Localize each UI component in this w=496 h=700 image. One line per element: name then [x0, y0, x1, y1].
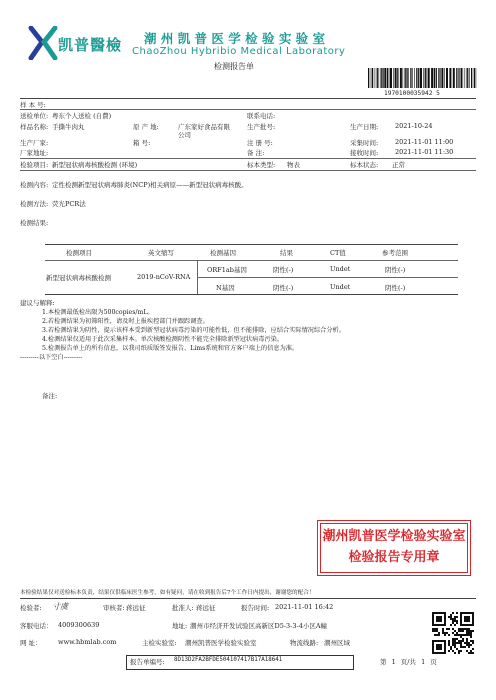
blank-end-line: ---------以下空白--------- [20, 354, 83, 361]
prod-date-value: 2021-10-24 [395, 122, 433, 130]
prod-date-label: 生产日期: [350, 123, 379, 131]
qr-module [452, 644, 454, 646]
qr-module [462, 646, 464, 648]
qr-module [464, 628, 466, 630]
tester-label: 检验者: [20, 604, 42, 612]
table-row-ref: 阴性(-) [385, 284, 406, 292]
sample-type-label: 标本类型: [247, 161, 276, 169]
report-time-value: 2021-11-01 16:42 [275, 603, 334, 611]
sample-name-label: 样品名称: [20, 123, 49, 131]
page-total: 1 [421, 658, 426, 666]
qr-code [432, 612, 474, 654]
barcode-bar [400, 68, 402, 88]
qr-module [448, 628, 450, 630]
qr-module [436, 628, 438, 630]
barcode-bar [469, 68, 470, 88]
table-row-ct: Undet [330, 283, 351, 291]
barcode-bar [390, 68, 392, 88]
barcode-bar [387, 68, 388, 88]
logo-text: 凯普醫檢 [58, 36, 123, 54]
stamp-line-2: 检验报告专用章 [348, 550, 440, 565]
page-suffix: 页 [430, 658, 437, 666]
approver-label: 批准人: [172, 604, 194, 612]
qr-module [438, 634, 440, 636]
table-header-ref: 参考范围 [382, 249, 408, 257]
barcode-bar [425, 68, 426, 88]
qr-module [438, 632, 440, 634]
barcode-bar [410, 68, 411, 88]
address-value: 潮州市经济开发试验区高新区D5-3-3-4小区A幢 [190, 622, 328, 630]
table-row-rule [197, 277, 458, 278]
qr-module [450, 618, 452, 620]
barcode-bar [414, 68, 415, 88]
barcode-bar [449, 68, 451, 88]
qr-module [450, 648, 452, 650]
qr-module [456, 612, 458, 614]
qr-module [470, 652, 472, 654]
qr-module [454, 644, 456, 646]
sender-unit-label: 送检单位: [20, 112, 49, 120]
approver-value: 蒋远征 [196, 604, 216, 612]
qr-module [452, 622, 454, 624]
phone-label: 客服电话： [20, 622, 53, 630]
sample-state-value: 正常 [392, 161, 405, 169]
qr-module [468, 634, 470, 636]
barcode-bar [395, 68, 397, 88]
content-label: 检测内容: [20, 181, 49, 189]
table-cell-item: 新型冠状病毒核酸检测 [46, 274, 111, 282]
collect-time-label: 采集时间: [350, 139, 379, 147]
content-value: 定性检测新型冠状病毒肺炎(NCP)相关病原——新型冠状病毒核酸。 [52, 181, 248, 189]
website-link[interactable]: www.hbmlab.com [58, 638, 117, 646]
qr-module [456, 634, 458, 636]
reviewer-label: 审核者: [103, 604, 125, 612]
qr-module [470, 630, 472, 632]
note-label: 备 注: [247, 149, 265, 157]
qr-module [466, 628, 468, 630]
barcode-bar [416, 68, 417, 88]
receive-time-label: 接收时间: [350, 149, 379, 157]
barcode-bar [412, 68, 413, 88]
table-header-gene: 检测基因 [210, 249, 236, 257]
qr-module [472, 648, 474, 650]
divider [20, 158, 476, 159]
qr-module [458, 640, 460, 642]
sample-no-label: 样 本 号: [20, 101, 46, 109]
qr-module [468, 644, 470, 646]
qr-module [472, 640, 474, 642]
table-row-result: 阴性(-) [273, 266, 294, 274]
divider [20, 170, 476, 171]
qr-module [436, 644, 442, 650]
qr-module [452, 640, 454, 642]
barcode-bar [371, 68, 372, 88]
collect-time-value: 2021-11-01 11:00 [395, 138, 454, 146]
divider-top [20, 98, 476, 99]
table-header-item: 检测项目 [66, 249, 92, 257]
logistics-label: 物流线路: [290, 639, 319, 647]
table-header-ct: CT值 [330, 249, 346, 257]
qr-module [464, 634, 466, 636]
qr-module [460, 644, 462, 646]
qr-module [448, 616, 450, 618]
barcode-bar [418, 68, 419, 88]
qr-module [454, 640, 456, 642]
logistics-value: 潮州区域 [324, 639, 350, 647]
advice-item: 2.若检测结果为初筛阳性，请及时上报疾控部门并跟踪调查。 [42, 318, 209, 325]
table-header-abbr: 英文缩写 [148, 249, 174, 257]
qr-module [434, 630, 436, 632]
table-bottom-rule [45, 294, 458, 295]
batch-label: 生产批号: [247, 123, 276, 131]
qr-module [460, 650, 462, 652]
barcode-bar [375, 68, 376, 88]
qr-module [444, 634, 446, 636]
qr-module [468, 652, 470, 654]
qr-module [452, 642, 454, 644]
barcode-bar [397, 68, 398, 88]
receive-time-value: 2021-11-01 11:30 [395, 148, 454, 156]
qr-module [454, 618, 456, 620]
qr-module [460, 636, 462, 638]
qr-module [466, 638, 468, 640]
report-time-label: 报告时间: [241, 604, 270, 612]
qr-module [456, 632, 458, 634]
table-row-result: 阴性(-) [273, 284, 294, 292]
barcode-bar [431, 68, 433, 88]
website-label: 网 址： [20, 639, 42, 647]
barcode-bar [381, 68, 382, 88]
reg-no-label: 注 册 号: [247, 139, 273, 147]
barcode-bar [474, 68, 475, 88]
table-header-result: 结果 [280, 249, 293, 257]
qr-module [468, 628, 470, 630]
method-label: 检测方法: [20, 200, 49, 208]
barcode-bar [467, 68, 468, 88]
result-label: 检测结果: [20, 219, 49, 227]
barcode-bar [458, 68, 459, 88]
barcode-bar [382, 68, 383, 88]
barcode-bar [377, 68, 378, 88]
barcode-bar [466, 68, 467, 88]
barcode-bar [368, 68, 369, 88]
qr-module [448, 634, 450, 636]
logo-mark-icon [28, 26, 58, 60]
advice-item: 3.若检测结果为阴性，提示该样本受到新型冠状病毒污染的可能性低，但不能排除，应结合实际情况综合分析。 [42, 327, 345, 334]
qr-module [468, 632, 470, 634]
barcode-bar [393, 68, 394, 88]
qr-module [458, 642, 460, 644]
qr-module [460, 634, 462, 636]
box-label: 箱 号: [133, 139, 151, 147]
qr-module [448, 650, 450, 652]
qr-module [468, 642, 470, 644]
lab-title-cn: 潮 州 凯 普 医 学 检 验 实 验 室 [144, 31, 326, 46]
qr-module [458, 652, 460, 654]
qr-module [472, 630, 474, 632]
origin-label: 原 产 地: [133, 123, 159, 131]
method-value: 荧光PCR法 [52, 200, 86, 208]
barcode-bar [440, 68, 441, 88]
qr-module [456, 642, 458, 644]
page-middle: 页/共 [400, 658, 416, 666]
barcode-bar [471, 68, 472, 88]
barcode-bar [423, 68, 424, 88]
qr-module [448, 644, 450, 646]
table-row-ref: 阴性(-) [385, 266, 406, 274]
qr-module [462, 630, 464, 632]
report-no-value: 8D13D2FA2BFDE504107417B17A18641 [174, 657, 283, 663]
advice-title: 建议与解释: [20, 299, 55, 307]
table-row-gene: N基因 [216, 284, 235, 292]
qr-module [434, 628, 436, 630]
qr-module [432, 628, 434, 630]
barcode-bar [444, 68, 445, 88]
tester-signature: 寸虞 [52, 602, 68, 611]
qr-module [470, 632, 472, 634]
qr-module [452, 618, 454, 620]
qr-module [458, 630, 460, 632]
barcode-bar [420, 68, 422, 88]
divider [20, 109, 476, 110]
sample-name-value: 手撕牛肉丸 [52, 123, 85, 131]
qr-module [472, 652, 474, 654]
qr-module [450, 624, 452, 626]
qr-module [460, 646, 462, 648]
qr-module [470, 634, 472, 636]
qr-module [454, 634, 456, 636]
qr-module [466, 644, 468, 646]
report-no-label: 报告单编号: [130, 658, 165, 666]
qr-module [432, 630, 434, 632]
qr-module [452, 638, 454, 640]
qr-module [454, 620, 456, 622]
remarks-label: 备注: [42, 392, 58, 400]
qr-module [452, 620, 454, 622]
barcode-bar [434, 68, 435, 88]
qr-module [466, 632, 468, 634]
barcode-bar [408, 68, 409, 88]
page-current: 1 [391, 658, 396, 666]
qr-module [456, 638, 458, 640]
barcode-bar [384, 68, 386, 88]
advice-item: 5.检测报告单上的所有信息，以我司纸质版签发报告、Lims系统和官方客户端上的信息为准。 [42, 345, 299, 352]
qr-module [462, 628, 464, 630]
barcode-bar [372, 68, 373, 88]
qr-module [446, 632, 448, 634]
advice-item: 4.检测结果仅适用于此次采集样本。单次核酸检测阴性不能完全排除新型冠状病毒污染。 [42, 336, 284, 343]
qr-module [436, 630, 438, 632]
qr-module [470, 650, 472, 652]
qr-module [468, 630, 470, 632]
barcode-bar [438, 68, 439, 88]
reviewer-value: 蒋远征 [126, 604, 146, 612]
qr-module [442, 630, 444, 632]
barcode [368, 68, 478, 88]
barcode-bar [379, 68, 380, 88]
qr-module [454, 630, 456, 632]
test-item-value: 新型冠状病毒核酸检测 (环境) [52, 161, 138, 169]
barcode-bar [389, 68, 390, 88]
table-top-rule [45, 244, 458, 245]
barcode-bar [427, 68, 428, 88]
qr-module [466, 640, 468, 642]
qr-module [452, 650, 454, 652]
page-indicator [380, 657, 437, 666]
qr-module [470, 644, 472, 646]
factory-addr-label: 厂家地址: [20, 149, 49, 157]
barcode-bar [464, 68, 465, 88]
qr-module [470, 636, 472, 638]
qr-module [466, 642, 468, 644]
qr-module [454, 652, 456, 654]
footer-rule [20, 598, 476, 599]
qr-module [458, 628, 460, 630]
qr-module [464, 646, 466, 648]
qr-module [456, 648, 458, 650]
barcode-number: 1970100035942 5 [384, 90, 440, 97]
barcode-bar [436, 68, 437, 88]
barcode-bar [403, 68, 404, 88]
qr-module [450, 614, 452, 616]
qr-module [460, 640, 462, 642]
qr-module [452, 628, 454, 630]
table-cell-abbr: 2019-nCoV-RNA [137, 273, 191, 281]
qr-module [436, 634, 438, 636]
test-item-label: 检验项目: [20, 161, 49, 169]
qr-module [436, 616, 442, 622]
qr-module [452, 612, 454, 614]
qr-module [460, 628, 462, 630]
qr-module [468, 646, 470, 648]
origin-value-line2: 公司 [178, 131, 191, 139]
qr-module [454, 642, 456, 644]
barcode-bar [428, 68, 430, 88]
official-stamp [317, 520, 471, 576]
qr-module [450, 646, 452, 648]
qr-module [454, 616, 456, 618]
qr-module [456, 616, 458, 618]
qr-module [464, 642, 466, 644]
phone-value: 4009300639 [58, 621, 100, 629]
qr-module [466, 634, 468, 636]
qr-module [464, 616, 470, 622]
origin-value-line1: 广东家好食品有限 [178, 123, 230, 131]
qr-module [442, 628, 444, 630]
manufacturer-label: 生产厂家: [20, 139, 49, 147]
qr-module [454, 646, 456, 648]
qr-module [444, 632, 446, 634]
qr-module [454, 638, 456, 640]
contact-label: 联系电话: [247, 112, 276, 120]
qr-module [446, 628, 448, 630]
barcode-bar [446, 68, 448, 88]
qr-module [458, 634, 460, 636]
qr-module [454, 624, 456, 626]
qr-module [462, 640, 464, 642]
page-prefix: 第 [380, 658, 387, 666]
qr-module [462, 638, 464, 640]
qr-module [456, 622, 458, 624]
qr-module [448, 642, 450, 644]
table-row-gene: ORF1ab基因 [207, 266, 247, 274]
qr-module [434, 634, 436, 636]
logo [28, 26, 58, 60]
qr-module [442, 632, 444, 634]
qr-module [458, 650, 460, 652]
table-row-ct: Undet [330, 265, 351, 273]
host-lab-value: 潮州凯普医学检验实验室 [185, 639, 257, 647]
barcode-bar [461, 68, 463, 88]
table-header-rule [45, 260, 458, 261]
sender-unit-value: 粤东个人送检 (自費) [52, 112, 112, 120]
qr-module [462, 634, 464, 636]
qr-module [460, 642, 462, 644]
advice-item: 1.本检测最低检出限为500copies/mL。 [42, 309, 154, 316]
address-label: 地址: [172, 622, 188, 630]
barcode-bar [453, 68, 455, 88]
qr-module [466, 630, 468, 632]
barcode-bar [476, 68, 477, 88]
qr-module [470, 640, 472, 642]
qr-module [450, 616, 452, 618]
lab-title-en: ChaoZhou Hybribio Medical Laboratory [132, 46, 346, 57]
qr-module [460, 630, 462, 632]
qr-module [452, 632, 454, 634]
barcode-bar [441, 68, 443, 88]
barcode-bar [456, 68, 457, 88]
barcode-bar [459, 68, 460, 88]
qr-module [448, 640, 450, 642]
sample-state-label: 标本状态: [350, 161, 379, 169]
qr-module [466, 650, 468, 652]
disclaimer: 本检验结果仅对送检标本负责，结果仅供临床医生参考，如有疑问，请在收到报告后7个工作日内提出，谢谢您的配合！ [20, 590, 315, 596]
report-title: 检测报告单 [214, 62, 254, 71]
qr-module [472, 642, 474, 644]
barcode-bar [406, 68, 407, 88]
qr-module [456, 620, 458, 622]
sample-type-value: 物表 [287, 161, 300, 169]
host-lab-label: 主检实验室: [142, 639, 177, 647]
barcode-bar [405, 68, 406, 88]
stamp-line-1: 潮州凯普医学检验实验室 [322, 529, 466, 544]
